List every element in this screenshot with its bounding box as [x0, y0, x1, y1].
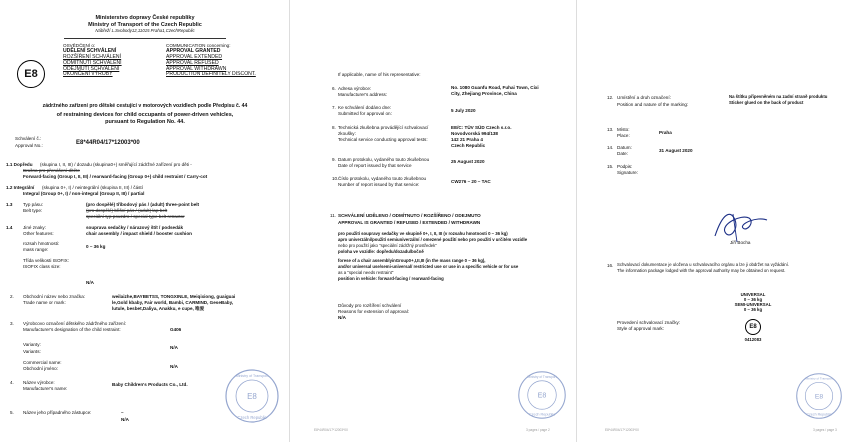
doc-title-cz: zádržného zařízení pro dětské cestující v motorových vozidlech podle Předpisu č. 44: [42, 103, 248, 109]
mark-style-label-en: Style of approval mark:: [617, 326, 664, 331]
info-package-en: The information package lodged with the approval authority may be obtained on request.: [617, 268, 786, 273]
mark-universal-mass: 0 – 36 kg: [743, 296, 763, 302]
withdrawn-cz: ODEJMUTÍ SCHVÁLENÍ: [63, 65, 120, 72]
report-date-label-cz: Datum protokolu, vydaného touto zkušebnou: [338, 157, 430, 162]
date-label-en: Date:: [617, 151, 628, 156]
item-15-num: 15.: [607, 164, 614, 169]
item-4-num: 4.: [10, 380, 14, 385]
page-3-footer-count: 3 pages / page 3: [813, 428, 837, 432]
address-line-2: City, Zhejiang Province, China: [451, 91, 517, 96]
approval-label-en: Approval No.:: [15, 143, 43, 148]
submitted-label-cz: Ke schválení dodáno dne:: [338, 105, 392, 110]
report-date-value: 25 August 2020: [451, 159, 485, 164]
item-11-num: 11.: [330, 213, 337, 218]
ministry-cz: Ministerstvo dopravy České republiky: [95, 15, 195, 21]
stamp-bottom-text: Czech Republic: [528, 412, 556, 417]
date-value: 31 August 2020: [659, 148, 693, 153]
cat-1-1-text: (skupina I, II, III) / dozadu (skupina0+) směřující zádržné zařízení pro děti -: [40, 162, 192, 167]
refused-en: APPROVAL REFUSED: [166, 59, 219, 66]
report-number-label-cz: Číslo protokolu, vydaného touto zkušebnou: [338, 176, 427, 181]
extended-en: APPROVAL EXTENDED: [166, 53, 223, 60]
stamp-center-text: E8: [537, 391, 547, 400]
other-label-cz: Jiné znaky:: [23, 225, 46, 230]
approval-label-cz: Schválení č.:: [15, 136, 42, 141]
ministry-stamp-icon: [517, 370, 567, 420]
item-8-num: 8.: [332, 125, 336, 130]
other-label-en: Other features:: [23, 231, 54, 236]
page-3-footer-ref: E8*44R04/17*12003*00: [605, 428, 639, 432]
place-label-en: Place:: [617, 133, 630, 138]
e8-approval-mark-icon: E8: [17, 60, 45, 88]
doc-title-en-1: of restraining devices for child occupants of power-driven vehicles,: [56, 112, 234, 118]
page-3: [577, 0, 860, 442]
belt-value-3: speciální typ pouzdro / special type belt retractor: [86, 214, 185, 219]
belt-value-2: (pro dospělé) břišní pás / (adult) lap belt: [86, 208, 168, 213]
marking-value-cz: Na štítku připevněném na zadní straně produktu: [729, 94, 828, 99]
extension-label-cz: Důvody pro rozšíření schválení: [338, 303, 402, 308]
representative-dash: –: [121, 410, 124, 415]
extension-value: N/A: [338, 315, 346, 320]
refused-cz: ODMÍTNUTÍ SCHVÁLENÍ: [63, 59, 122, 66]
communication-cz-label: OSVĚDČENÍ o:: [63, 43, 96, 48]
item-14-num: 14.: [607, 145, 614, 150]
address-label-en: Manufacturer's address:: [338, 92, 388, 97]
granted-en: APPROVAL GRANTED: [166, 48, 221, 54]
page-2-footer-count: 3 pages / page 2: [526, 428, 550, 432]
stamp-bottom-text: Czech Republic: [806, 412, 832, 417]
date-label-cz: Datum:: [617, 145, 632, 150]
manufacturer-value: Baby Children's Products Co., Ltd.: [112, 382, 188, 387]
group-use-en-3: as a "special needs restraint": [338, 270, 394, 275]
discontinued-cz: UKONČENÍ VÝROBY: [63, 71, 113, 78]
stamp-bottom-text: Czech Republic: [237, 415, 267, 420]
approval-number: E8*44R04/17*12003*00: [76, 140, 140, 146]
approval-status-cz: SCHVÁLENÍ UDĚLENO / ODMÍTNUTO / ROZŠÍŘENO / ODEJMUTO: [338, 213, 481, 218]
isofix-value: N/A: [86, 280, 94, 285]
page-2-footer-ref: E8*44R04/17*12003*00: [314, 428, 348, 432]
representative-value: N/A: [121, 417, 129, 422]
ministry-en: Ministry of Transport of the Czech Republic: [88, 22, 202, 28]
belt-num: 1.3: [6, 202, 13, 207]
variants-value: N/A: [170, 345, 178, 350]
other-value-cz: souprava sedačky / nárazový štít / podsedák: [86, 225, 184, 230]
approval-status-en: APPROVAL IS GRANTED / REFUSED / EXTENDED / WITHDRAWN: [338, 220, 481, 225]
doc-title-en-2: pursuant to Regulation No. 44.: [105, 119, 185, 125]
other-num: 1.4: [6, 225, 13, 230]
mass-label-cz: rozsah hmotnosti:: [23, 241, 60, 246]
report-date-label-en: Date of report issued by that service: [338, 163, 412, 168]
mark-universal: UNIVERSAL: [740, 292, 766, 297]
header-divider: [64, 38, 226, 39]
stamp-top-text: Ministry of Transport: [527, 375, 557, 380]
address-line-1: No. 1080 Guanfu Road, Fuhai Town, Cixi: [451, 85, 539, 90]
cat-1-2-en: Integral (Group 0+, I) / non-integral (Group II, III) / partial: [23, 191, 145, 196]
signature-label-en: Signature:: [617, 170, 638, 175]
extended-cz: ROZŠÍŘENÍ SCHVÁLENÍ: [63, 53, 122, 60]
page-2: [290, 0, 577, 442]
commercial-label-cz: Obchodní jméno:: [23, 366, 58, 371]
commercial-label-en: Commercial name:: [23, 360, 62, 365]
manufacturer-label-en: Manufacturer's name:: [23, 386, 68, 391]
withdrawn-en: APPROVAL WITHDRAWN: [166, 65, 227, 72]
tech-service-line-2: Novodvorská 994/138: [451, 131, 498, 136]
signature-label-cz: Podpis:: [617, 164, 633, 169]
item-2-num: 2.: [10, 294, 14, 299]
tech-service-label-en: Technical service conducting approval tests:: [338, 137, 428, 142]
cat-1-1-en: Forward-facing (Group I, II, III) / rearward-facing (Group 0+) child restraint / Carry-cot: [23, 174, 208, 179]
trade-name-line-3: lutule, besbet,Daliya, Anakku, e cupe, 唯爱: [112, 306, 205, 311]
stamp-center-text: E8: [247, 392, 257, 401]
info-package-cz: Schvalovací dokumentace je uložena u schvalovacího orgánu a lze ji obdržet na vyžádání.: [617, 262, 789, 267]
item-5-num: 5.: [10, 410, 14, 415]
discontinued-en: PRODUCTION DEFINITELY DISCONT.: [166, 71, 256, 78]
group-use-en-2: and/or universal use/semi-universal/ restricted use or use in a specific vehicle or for use: [338, 264, 519, 269]
ministry-stamp-icon: [795, 372, 843, 420]
group-use-cz-2: apro univerzální/použití semiuniverzální / omezené použití nebo pro použití v určitém vozidle: [338, 237, 528, 242]
other-value-en: chair assembly / impact shield / booster cushion: [86, 231, 192, 236]
marking-value-en: Sticker glued on the back of product: [729, 100, 804, 105]
mass-value: 0 – 36 kg: [86, 244, 106, 249]
marking-label-en: Position and nature of the marking:: [617, 102, 689, 107]
group-use-cz-4: poloha ve vozidle: dopředu/dozadu/bočně: [338, 249, 424, 254]
belt-label-cz: Typ pásu:: [23, 202, 43, 207]
item-7-num: 7.: [332, 105, 336, 110]
report-number-value: CW276 – 20 – TAC: [451, 179, 491, 184]
mark-number: 0412083: [744, 337, 762, 342]
designation-value: G406: [170, 327, 182, 332]
variants-label-en: Variants:: [23, 349, 41, 354]
item-13-num: 13.: [607, 127, 614, 132]
cat-1-2-label: 1.2 Integrální: [6, 185, 35, 190]
item-6-num: 6.: [332, 86, 336, 91]
cat-1-1-label: 1.1 Dopředu: [6, 162, 33, 167]
belt-label-en: Belt type:: [23, 208, 43, 213]
mark-semi-universal-mass: 0 – 36 kg: [743, 306, 763, 312]
submitted-value: 5 July 2020: [451, 108, 476, 113]
item-3-num: 3.: [10, 321, 14, 326]
cat-1-1-carrycot-cz: Brašna pro přenášení dítěte: [23, 168, 80, 173]
tech-service-line-3: 142 21 Praha 4: [451, 137, 483, 142]
report-number-label-en: Number of report issued by that service:: [338, 182, 420, 187]
trade-name-label-cz: Obchodní název nebo značka:: [23, 294, 86, 299]
marking-label-cz: Umístění a druh označení:: [617, 95, 671, 100]
isofix-label-en: ISOFIX class size:: [23, 264, 61, 269]
trade-name-line-1: weilaizhe,BAYBETSS, TONGXINLE, Meiqixiong, guaiguai: [112, 294, 236, 299]
submitted-label-en: Submitted for approval on:: [338, 111, 392, 116]
tech-service-label-cz: Technická zkušebna provádějící schvalovací: [338, 125, 429, 130]
place-label-cz: Místo:: [617, 127, 630, 132]
page-1: [0, 0, 290, 442]
item-12-num: 12.: [607, 95, 614, 100]
stamp-top-text: Ministry of Transport: [235, 374, 269, 378]
designation-label-cz: Výrobcovo označení dětského zádržného zařízení:: [23, 321, 127, 326]
tech-service-line-1: EE/C: TÜV SÜD Czech s.r.o.: [451, 125, 512, 130]
variants-label-cz: Varianty:: [23, 342, 41, 347]
granted-cz: UDĚLENÍ SCHVÁLENÍ: [63, 48, 117, 54]
stamp-top-text: Ministry of Transport: [805, 376, 833, 381]
mark-semi-universal: SEMI-UNIVERSAL: [734, 301, 772, 307]
tech-service-line-4: Czech Republic: [451, 143, 486, 148]
trade-name-line-2: le,Gold kbaby, Fair world, Bambi, CARMIND, GeseBaby,: [112, 300, 234, 305]
item-9-num: 9.: [332, 157, 336, 162]
ministry-stamp-icon: [224, 368, 280, 424]
item-10-num: 10.: [332, 176, 339, 181]
communication-en-label: COMMUNICATION concerning:: [166, 43, 231, 48]
mass-label-en: mass range:: [23, 247, 49, 252]
commercial-value: N/A: [170, 364, 178, 369]
cat-1-2-text: (skupina 0+, I) / neintegrální (skupina II, III) / částí: [42, 185, 143, 190]
extension-label-en: Reasons for extension of approval:: [338, 309, 409, 314]
approval-mark-e8-icon: E8: [745, 319, 761, 335]
isofix-label-cz: Třída velikosti ISOFIX:: [23, 258, 69, 263]
designation-label-en: Manufacturer's designation of the child restraint:: [23, 327, 121, 332]
belt-value-1: (pro dospělé) tříbodový pás / (adult) three-point belt: [86, 202, 200, 207]
group-use-cz-3: nebo pro použití jako "speciální zádržný prostředek": [338, 243, 437, 248]
item-16-num: 16.: [607, 263, 614, 268]
place-value: Praha: [659, 130, 672, 135]
group-use-en-1: forese of a chair assemblyinGroup0+,I,II,III (in the mass range 0 – 36 kg),: [338, 258, 486, 263]
group-use-en-4: position in vehicle: forward-facing / rearward-facing: [338, 276, 444, 281]
representative-label-cz: Název jeho případného zástupce:: [23, 410, 92, 415]
representative-label-en: If applicable, name of his representative:: [338, 72, 421, 77]
tech-service-label-cz-2: zkoušky:: [338, 131, 356, 136]
address-label-cz: Adresa výrobce:: [338, 86, 372, 91]
manufacturer-label-cz: Název výrobce:: [23, 380, 55, 385]
mark-style-label-cz: Provedení schvalovací značky:: [617, 320, 681, 325]
ministry-address: Nábřeží L.Svobody12,11015 Praha1,CzechRepublic: [95, 28, 195, 33]
signatory-name: Jiří Bocha: [730, 240, 751, 245]
group-use-cz-1: pro použití soupravy sedačky ve skupině 0+, I, II, III (v rozsahu hmotnosti 0 – 36 kg): [338, 231, 508, 236]
stamp-center-text: E8: [814, 393, 824, 401]
trade-name-label-en: Trade name or mark:: [23, 300, 66, 305]
